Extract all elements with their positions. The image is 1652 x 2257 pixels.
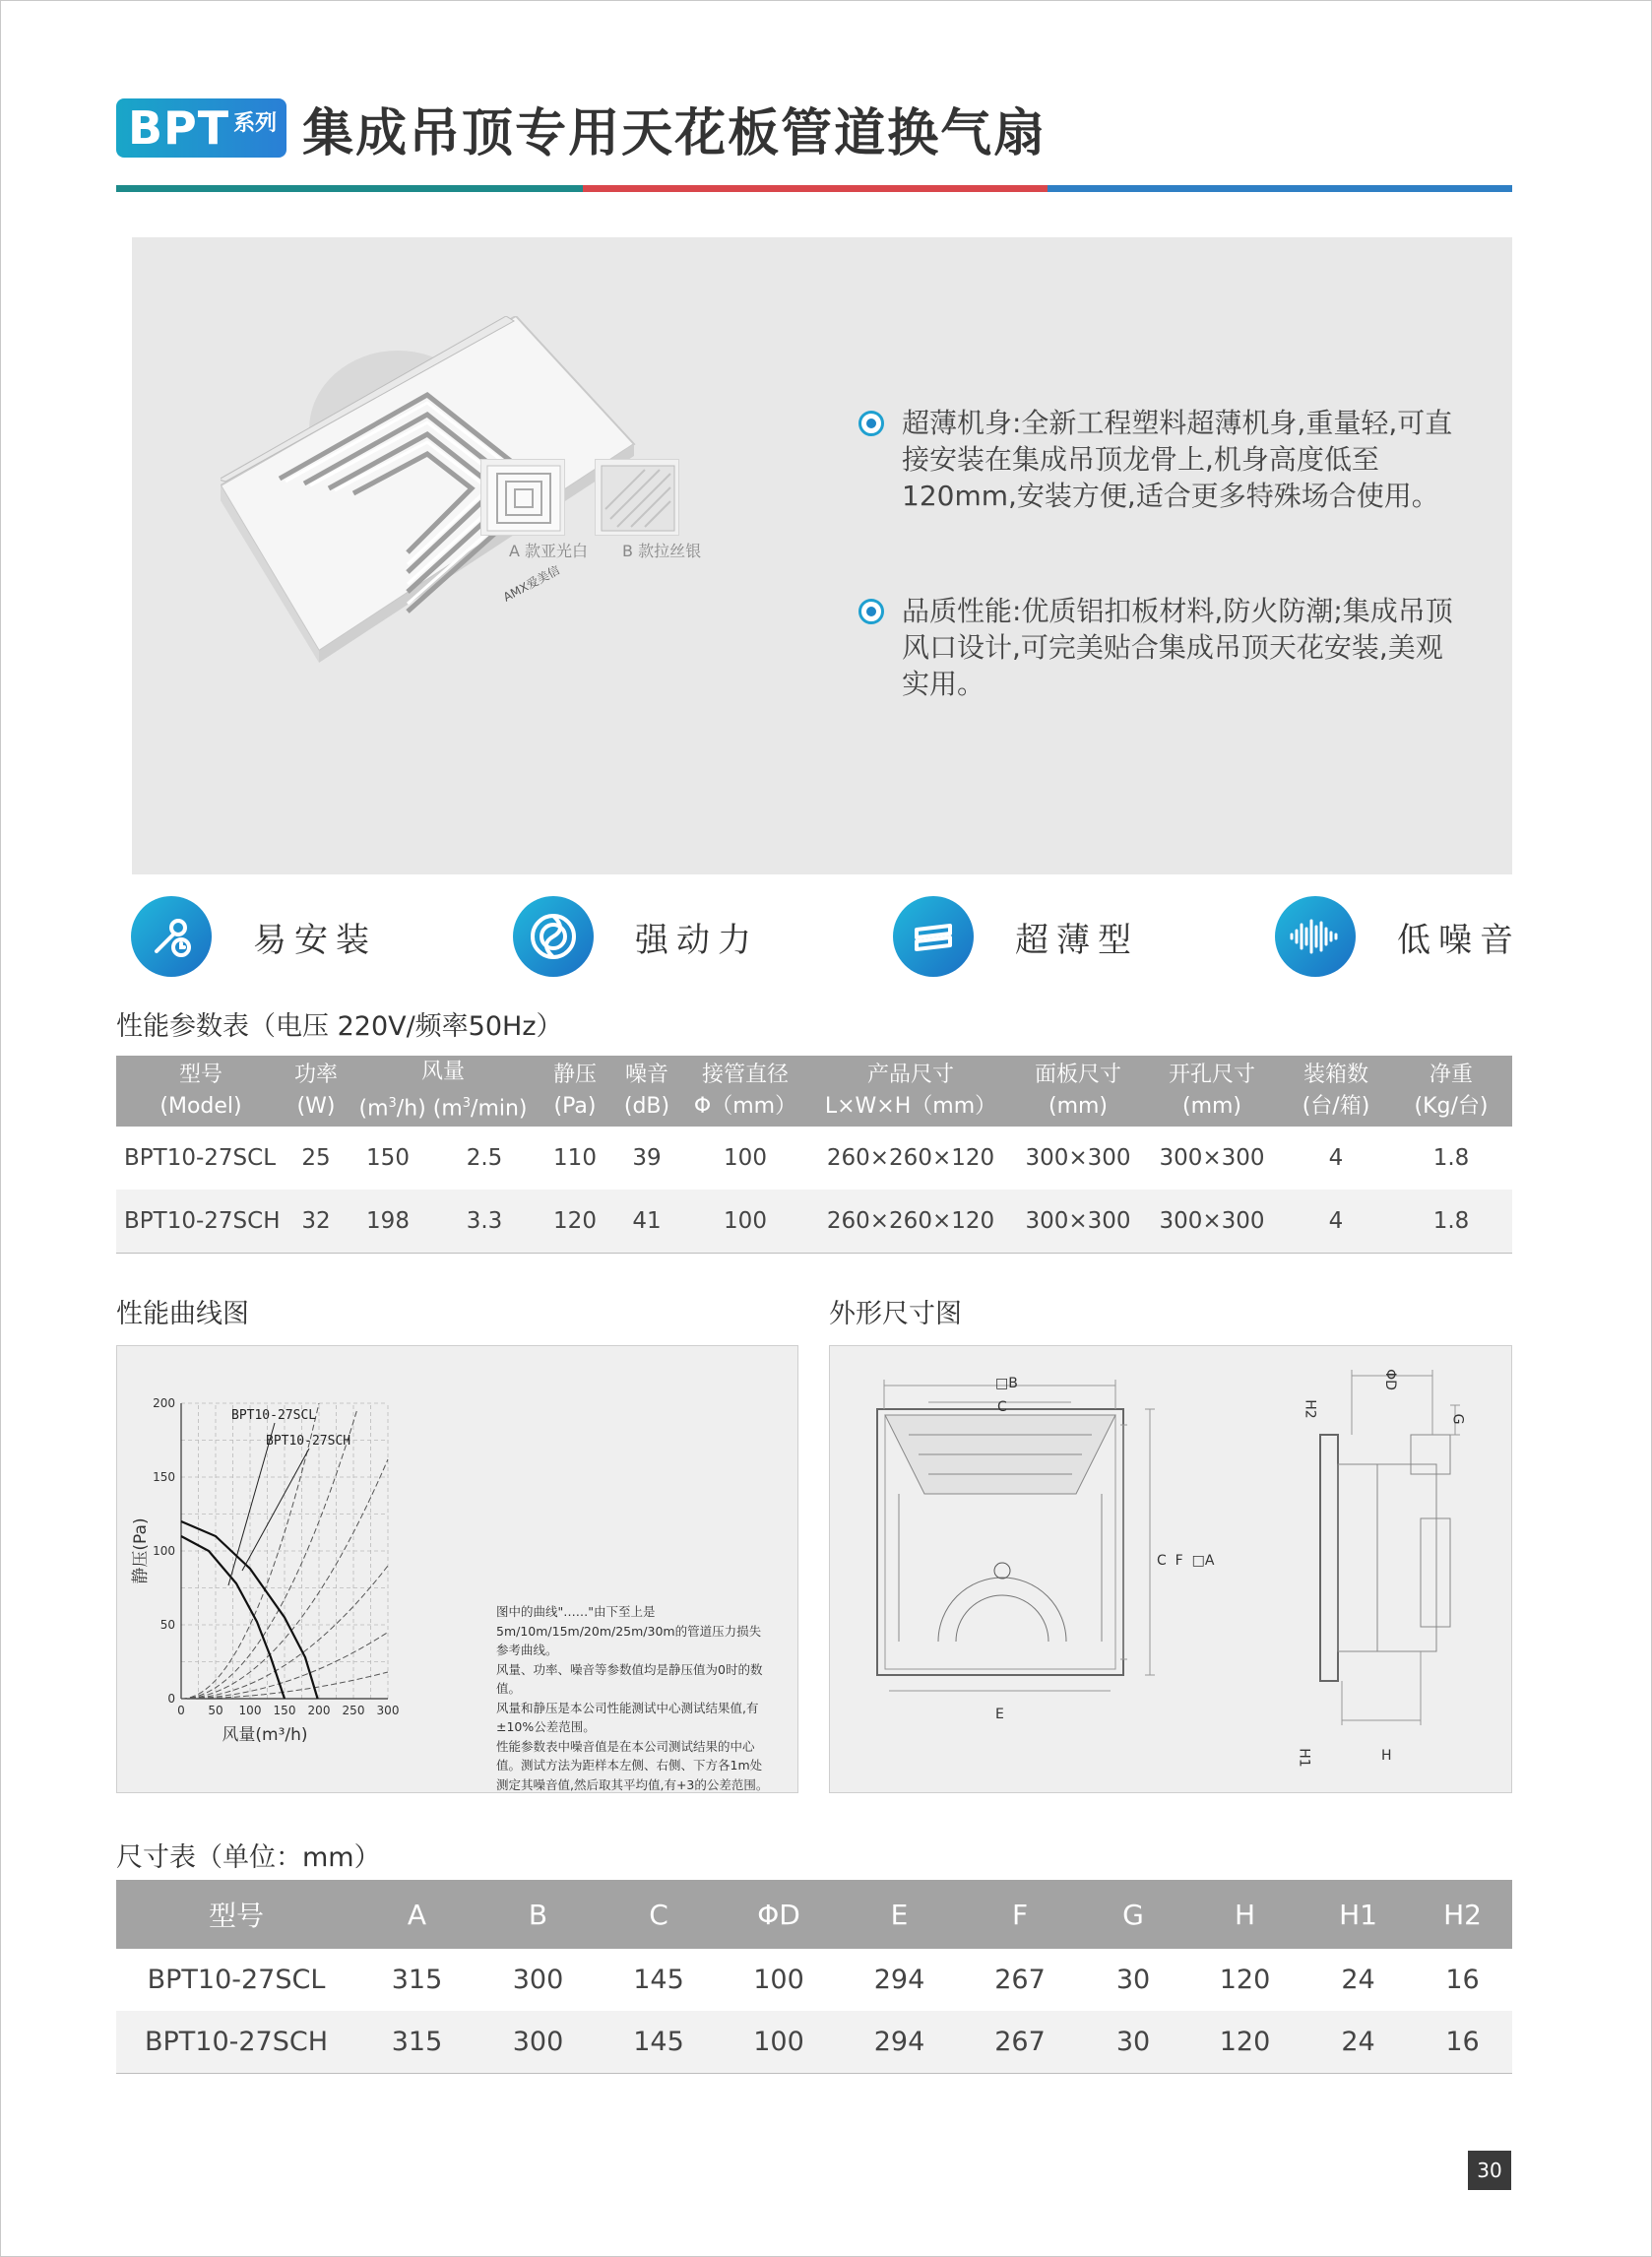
header-rule-red xyxy=(583,185,1048,192)
x-axis-label: 风量(m³/h) xyxy=(222,1725,308,1745)
series-label: BPT10-27SCH xyxy=(266,1434,351,1449)
perf-table xyxy=(116,1056,1512,1254)
x-tick-label: 100 xyxy=(238,1704,262,1717)
feature-low-noise xyxy=(1275,896,1521,977)
feature-label: 超薄型 xyxy=(1015,920,1139,960)
thin-layers-icon xyxy=(893,896,974,977)
swatch-a-label: A 款亚光白 xyxy=(509,542,589,560)
col-noise: 噪音 (dB) xyxy=(610,1056,683,1127)
dim-label-b: □B xyxy=(995,1376,1018,1391)
col-airflow: 风量 $(m^3/h)$ $(m^3/\min)$ xyxy=(347,1056,540,1127)
outline-section-title: 外形尺寸图 xyxy=(829,1299,962,1329)
page-title: 集成吊顶专用天花板管道换气扇 xyxy=(302,103,1048,163)
dim-table-title: 尺寸表（单位：mm） xyxy=(116,1842,381,1873)
page-number: 30 xyxy=(1468,2151,1511,2190)
feature-thin-body xyxy=(902,405,1453,514)
col-pressure: 静压 (Pa) xyxy=(540,1056,610,1127)
swatch-a-matte-white xyxy=(480,459,565,536)
y-tick-label: 100 xyxy=(153,1544,175,1558)
col-panel-size: 面板尺寸 (mm) xyxy=(1014,1056,1142,1127)
badge-sub: 系列 xyxy=(233,111,278,136)
x-tick-label: 300 xyxy=(376,1704,400,1717)
wrench-clock-icon xyxy=(131,896,212,977)
col-model: 型号 (Model) xyxy=(116,1056,286,1127)
series-label: BPT10-27SCL xyxy=(231,1408,317,1423)
dim-label-cfa: C F □A xyxy=(1157,1553,1215,1569)
dim-label-h: H xyxy=(1381,1748,1392,1764)
outline-panel xyxy=(829,1345,1512,1793)
feature-thin-body-text: 超薄机身:全新工程塑料超薄机身,重量轻,可直接安装在集成吊顶龙骨上,机身高度低至120mm,安装方便,适合更多特殊场合使用。 xyxy=(902,407,1453,512)
series-badge xyxy=(116,98,286,158)
perf-table-title: 性能参数表（电压 220V/频率50Hz） xyxy=(116,1011,563,1042)
bullet-icon xyxy=(858,599,884,624)
feature-ultra-thin xyxy=(893,896,1139,977)
dim-label-g: G xyxy=(1449,1413,1466,1425)
feature-quality-text: 品质性能:优质铝扣板材料,防火防潮;集成吊顶风口设计,可完美贴合集成吊顶天花安装,美观实用。 xyxy=(902,595,1453,700)
x-tick-label: 250 xyxy=(342,1704,365,1717)
hero-panel xyxy=(132,237,1512,874)
table-row: BPT10-27SCH 32 198 3.3 120 41 100 260×260×120 300×300 300×300 4 1.8 xyxy=(116,1190,1512,1253)
dim-label-h2: H2 xyxy=(1302,1399,1318,1419)
col-power: 功率 (W) xyxy=(286,1056,347,1127)
y-tick-label: 50 xyxy=(159,1618,175,1632)
feature-label: 低噪音 xyxy=(1397,920,1521,960)
dim-table xyxy=(116,1880,1512,2074)
sound-wave-icon xyxy=(1275,896,1356,977)
col-weight: 净重 (Kg/台) xyxy=(1390,1056,1512,1127)
feature-icons-row xyxy=(0,896,1652,979)
dim-label-d: ΦD xyxy=(1381,1369,1398,1390)
dim-label-c: C xyxy=(997,1399,1007,1415)
header-rule-teal xyxy=(116,185,583,192)
badge-main: BPT xyxy=(128,101,230,155)
x-tick-label: 50 xyxy=(208,1704,223,1717)
swatch-b-brushed-silver xyxy=(595,459,679,536)
y-tick-label: 150 xyxy=(153,1470,175,1484)
x-tick-label: 200 xyxy=(307,1704,331,1717)
curve-note: 图中的曲线"……"由下至上是5m/10m/15m/20m/25m/30m的管道压力损失参考曲线。 风量、功率、噪音等参数值均是静压值为0时的数值。 风量和静压是本公司性能测试中心测试结果值,有±10%公差范围。 性能参数表中噪音值是在本公司测试结果的中心值。测试方法为距样本左侧、右侧、下方各1m处测定其噪音值,然后取其平均值,有+3的公差范围。 xyxy=(496,1604,769,1792)
feature-easy-install xyxy=(131,896,377,977)
feature-label: 易安装 xyxy=(253,920,377,960)
feature-power xyxy=(513,896,759,977)
table-row: BPT10-27SCL 315 300 145 100 294 267 30 120 24 16 xyxy=(147,1965,1480,1995)
page-header xyxy=(116,98,1048,163)
bullet-icon xyxy=(858,411,884,436)
perf-table-header xyxy=(116,1056,1512,1127)
x-tick-label: 150 xyxy=(273,1704,296,1717)
outline-drawing xyxy=(830,1346,1513,1794)
x-tick-label: 0 xyxy=(177,1704,185,1717)
dim-label-h1: H1 xyxy=(1296,1748,1312,1768)
swatch-b-label: B 款拉丝银 xyxy=(622,542,702,560)
col-duct: 接管直径 Φ（mm） xyxy=(683,1056,807,1127)
curve-panel xyxy=(116,1345,798,1793)
y-tick-label: 200 xyxy=(153,1396,175,1410)
feature-quality xyxy=(902,593,1453,702)
col-pack-qty: 装箱数 (台/箱) xyxy=(1282,1056,1390,1127)
header-rule-blue xyxy=(1048,185,1512,192)
feature-label: 强动力 xyxy=(635,920,759,960)
dim-table-header: 型号 A B C ΦD E F G H H1 H2 xyxy=(116,1880,1512,1949)
col-product-size: 产品尺寸 L×W×H（mm） xyxy=(807,1056,1014,1127)
col-hole-size: 开孔尺寸 (mm) xyxy=(1142,1056,1282,1127)
y-tick-label: 0 xyxy=(167,1692,175,1706)
series-leader-line xyxy=(242,1449,309,1571)
table-row: BPT10-27SCH 315 300 145 100 294 267 30 120 24 16 xyxy=(116,2011,1512,2073)
curve-section-title: 性能曲线图 xyxy=(116,1299,249,1329)
fan-swirl-icon xyxy=(513,896,594,977)
table-row: BPT10-27SCL 25 150 2.5 110 39 100 260×260×120 300×300 300×300 4 1.8 xyxy=(124,1145,1470,1171)
product-logo: AMX爱美信 xyxy=(500,562,562,605)
dim-label-e: E xyxy=(995,1707,1004,1722)
y-axis-label: 静压(Pa) xyxy=(131,1517,151,1584)
